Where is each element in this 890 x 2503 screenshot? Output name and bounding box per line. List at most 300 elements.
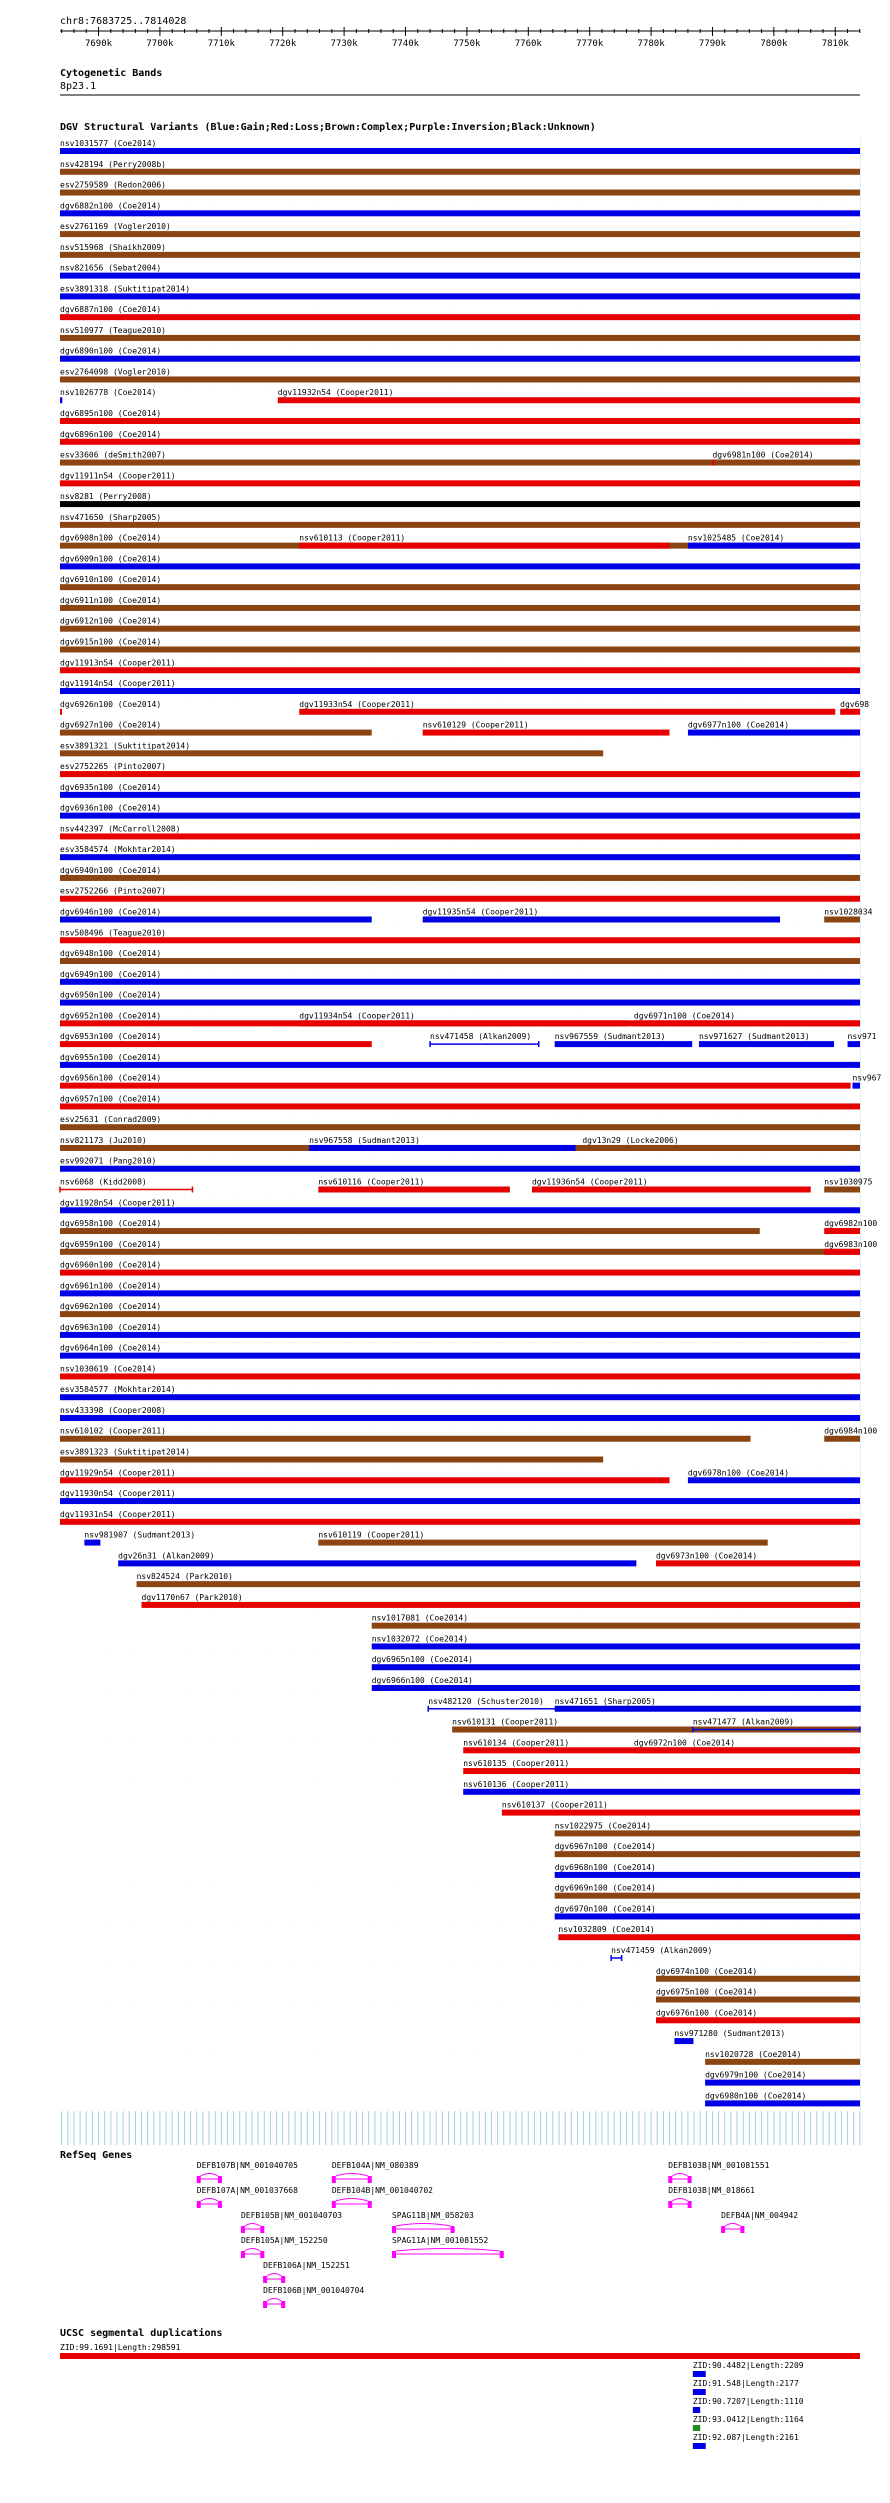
dgv-feature (60, 293, 860, 299)
dgv-feature-label: nsv610119 (Cooper2011) (318, 1530, 425, 1540)
dgv-feature (372, 1664, 860, 1670)
dgv-feature-label: dgv6927n100 (Coe2014) (60, 720, 162, 730)
dgv-feature (852, 1083, 860, 1089)
segdup-track-title: UCSC segmental duplications (60, 2328, 223, 2339)
dgv-feature (824, 916, 860, 922)
dgv-feature-label: dgv6962n100 (Coe2014) (60, 1302, 162, 1312)
dgv-feature-label: esv2764098 (Vogler2010) (60, 367, 171, 377)
dgv-feature (582, 1145, 860, 1151)
gene-exon (281, 2276, 285, 2283)
dgv-feature-label: nsv433398 (Cooper2008) (60, 1405, 166, 1415)
dgv-feature (60, 480, 860, 486)
dgv-feature (634, 1020, 860, 1026)
dgv-feature (60, 1373, 860, 1379)
dgv-feature-label: esv3891318 (Suktitipat2014) (60, 284, 191, 294)
gene-splice (201, 2174, 218, 2177)
gene-exon (668, 2201, 672, 2208)
segdup-label: ZID:90.4482|Length:2209 (692, 2361, 804, 2370)
ruler-label: 7790k (698, 39, 727, 49)
dgv-feature-label: dgv11928n54 (Cooper2011) (60, 1198, 176, 1208)
segdup-feature (693, 2407, 700, 2413)
dgv-feature-label: nsv1026778 (Coe2014) (60, 388, 157, 398)
dgv-feature-label: nsv471459 (Alkan2009) (611, 1945, 713, 1955)
ruler-label: 7690k (84, 39, 113, 49)
dgv-feature (60, 1519, 860, 1525)
dgv-feature (60, 563, 860, 569)
dgv-feature-label: nsv610129 (Cooper2011) (422, 720, 529, 730)
dgv-feature-label: nsv967558 (Sudmant2013) (309, 1135, 420, 1145)
gene-exon (368, 2176, 372, 2183)
gene-exon (688, 2176, 692, 2183)
dgv-feature (60, 896, 860, 902)
dgv-feature (60, 335, 860, 341)
dgv-feature-label: dgv6909n100 (Coe2014) (60, 554, 162, 564)
dgv-feature-label: dgv6935n100 (Coe2014) (60, 782, 162, 792)
dgv-feature-label: dgv6895n100 (Coe2014) (60, 409, 162, 419)
dgv-feature-label: nsv471650 (Sharp2005) (60, 512, 162, 522)
dgv-feature-label: nsv471651 (Sharp2005) (554, 1696, 656, 1706)
dgv-feature-label: dgv6910n100 (Coe2014) (60, 575, 162, 585)
dgv-feature (60, 792, 860, 798)
gene-exon (451, 2226, 455, 2233)
dgv-feature (372, 1643, 860, 1649)
dgv-feature-label: nsv967559 (Sudmant2013) (554, 1032, 666, 1042)
dgv-feature-label: dgv6973n100 (Coe2014) (655, 1551, 758, 1561)
dgv-feature (60, 439, 860, 445)
dgv-feature-label: nsv610135 (Cooper2011) (463, 1759, 570, 1769)
dgv-feature (372, 1685, 860, 1691)
dgv-feature-label: dgv11933n54 (Cooper2011) (299, 699, 415, 709)
dgv-feature-label: nsv610113 (Cooper2011) (299, 533, 406, 543)
dgv-feature-label: dgv26n31 (Alkan2009) (118, 1551, 215, 1561)
dgv-feature-label: nsv442397 (McCarroll2008) (60, 824, 181, 834)
segdup-label: ZID:99.1691|Length:298591 (60, 2343, 181, 2352)
dgv-feature-label: nsv1022975 (Coe2014) (554, 1821, 652, 1831)
dgv-feature (60, 210, 860, 216)
gene-label: DEFB107A|NM_001037668 (196, 2186, 298, 2195)
dgv-feature-label: dgv6979n100 (Coe2014) (705, 2070, 807, 2080)
dgv-feature-label: dgv6972n100 (Coe2014) (633, 1738, 736, 1748)
dgv-feature-label: dgv6890n100 (Coe2014) (60, 346, 162, 356)
dgv-feature (60, 958, 860, 964)
dgv-feature (60, 667, 860, 673)
gene-exon (263, 2276, 267, 2283)
dgv-feature (688, 543, 860, 549)
gene-label: DEFB103B|NM_018661 (668, 2186, 755, 2195)
dgv-feature (558, 1934, 860, 1940)
dgv-feature (688, 1477, 860, 1483)
dgv-feature-label: dgv6953n100 (Coe2014) (60, 1032, 162, 1042)
dgv-feature (60, 626, 860, 632)
dgv-feature (60, 1103, 860, 1109)
dgv-feature-label: esv992071 (Pang2010) (60, 1156, 157, 1166)
gene-label: SPAG11B|NM_058203 (391, 2211, 474, 2220)
dgv-feature (555, 1041, 693, 1047)
dgv-feature-label: dgv6912n100 (Coe2014) (60, 616, 162, 626)
dgv-feature-label: nsv967 (852, 1073, 882, 1083)
dgv-feature (278, 397, 860, 403)
dgv-feature (555, 1872, 860, 1878)
dgv-feature (60, 314, 860, 320)
dgv-feature (463, 1789, 860, 1795)
dgv-feature (60, 1498, 860, 1504)
dgv-feature-label: dgv6976n100 (Coe2014) (655, 2008, 758, 2018)
dgv-feature (142, 1602, 860, 1608)
dgv-feature-label: dgv6946n100 (Coe2014) (60, 907, 162, 917)
dgv-feature (60, 169, 860, 175)
dgv-feature-label: esv25631 (Conrad2009) (60, 1115, 162, 1125)
dgv-feature-label: nsv610134 (Cooper2011) (463, 1738, 570, 1748)
gene-exon (197, 2201, 201, 2208)
ruler-label: 7720k (269, 39, 297, 49)
dgv-feature-label: esv2761169 (Vogler2010) (60, 222, 171, 232)
dgv-feature (555, 1913, 860, 1919)
gene-label: DEFB105B|NM_001040703 (240, 2211, 343, 2220)
dgv-feature-label: nsv610136 (Cooper2011) (463, 1779, 570, 1789)
dgv-feature (318, 1540, 767, 1546)
ruler-label: 7700k (146, 39, 174, 49)
dgv-feature-label: dgv6896n100 (Coe2014) (60, 429, 162, 439)
dgv-feature (60, 1083, 851, 1089)
dgv-feature-label: dgv11936n54 (Cooper2011) (531, 1177, 648, 1187)
dgv-feature (60, 1124, 860, 1130)
ruler-label: 7810k (821, 39, 849, 49)
dgv-feature-label: nsv610131 (Cooper2011) (452, 1717, 559, 1727)
gene-label: DEFB4A|NM_004942 (721, 2211, 799, 2220)
dgv-feature-label: nsv1028034 (824, 907, 873, 917)
dgv-feature-label: nsv1025485 (Coe2014) (687, 533, 785, 543)
dgv-feature (60, 709, 62, 715)
dgv-feature (60, 854, 860, 860)
gene-exon (368, 2201, 372, 2208)
dgv-feature-label: dgv6915n100 (Coe2014) (60, 637, 162, 647)
dgv-feature-label: dgv6958n100 (Coe2014) (60, 1219, 162, 1229)
dgv-feature-label: dgv6966n100 (Coe2014) (371, 1675, 473, 1685)
dgv-feature-label: dgv6948n100 (Coe2014) (60, 949, 162, 959)
dgv-feature (60, 750, 603, 756)
dgv-feature (60, 1353, 860, 1359)
dgv-feature (848, 1041, 860, 1047)
dgv-feature (60, 937, 860, 943)
dgv-feature (555, 1706, 860, 1712)
refseq-track-title: RefSeq Genes (60, 2150, 133, 2161)
cytoband-title: Cytogenetic Bands (60, 68, 163, 79)
dgv-feature (118, 1560, 636, 1566)
dgv-feature-label: nsv428194 (Perry2008b) (60, 159, 166, 169)
dgv-feature (674, 2038, 693, 2044)
dgv-feature-label: esv3584577 (Mokhtar2014) (60, 1385, 176, 1395)
dgv-feature (502, 1810, 860, 1816)
dgv-feature-label: dgv11913n54 (Cooper2011) (60, 658, 176, 668)
dgv-feature (555, 1830, 860, 1836)
dgv-feature (60, 252, 860, 258)
dgv-feature-label: nsv971280 (Sudmant2013) (674, 2029, 786, 2039)
dgv-feature-label: nsv821173 (Ju2010) (60, 1135, 147, 1145)
gene-splice (267, 2299, 281, 2302)
gene-splice (396, 2224, 451, 2227)
dgv-feature-label: dgv6975n100 (Coe2014) (655, 1987, 758, 1997)
dgv-feature-label: dgv6940n100 (Coe2014) (60, 865, 162, 875)
dgv-feature-label: dgv6964n100 (Coe2014) (60, 1343, 162, 1353)
dgv-feature (60, 522, 860, 528)
dgv-feature (60, 1457, 603, 1463)
dgv-feature (824, 1187, 860, 1193)
dgv-feature-label: nsv1020728 (Coe2014) (705, 2049, 802, 2059)
dgv-feature-label: nsv610116 (Cooper2011) (318, 1177, 425, 1187)
dgv-feature (299, 709, 835, 715)
segdup-label: ZID:91.548|Length:2177 (692, 2379, 799, 2388)
dgv-feature-label: dgv11931n54 (Cooper2011) (60, 1509, 176, 1519)
dgv-feature-label: dgv6949n100 (Coe2014) (60, 969, 162, 979)
dgv-feature-label: nsv981907 (Sudmant2013) (84, 1530, 196, 1540)
gene-label: DEFB104A|NM_080389 (331, 2161, 419, 2170)
gene-exon (721, 2226, 725, 2233)
dgv-feature-label: dgv6926n100 (Coe2014) (60, 699, 162, 709)
dgv-feature (60, 501, 860, 507)
ruler-label: 7740k (391, 39, 420, 49)
dgv-feature (60, 1000, 860, 1006)
dgv-feature (60, 771, 860, 777)
gene-label: SPAG11A|NM_001081552 (391, 2236, 489, 2245)
ruler-label: 7800k (760, 39, 788, 49)
dgv-feature-label: dgv6967n100 (Coe2014) (554, 1842, 656, 1852)
dgv-feature-label: dgv6980n100 (Coe2014) (705, 2091, 807, 2101)
dgv-feature (463, 1768, 860, 1774)
dgv-feature (60, 1415, 860, 1421)
dgv-feature-label: nsv1031577 (Coe2014) (60, 139, 157, 148)
dgv-row-bg (60, 1945, 860, 1966)
dgv-feature-label: esv2752266 (Pinto2007) (60, 886, 166, 896)
gene-label: DEFB106A|NM_152251 (263, 2261, 350, 2270)
dgv-feature-label: dgv698 (840, 699, 870, 709)
dgv-feature (60, 376, 860, 382)
dgv-feature-label: dgv6961n100 (Coe2014) (60, 1281, 162, 1291)
dgv-feature-label: dgv6968n100 (Coe2014) (554, 1862, 656, 1872)
dgv-feature (137, 1581, 860, 1587)
dgv-feature (372, 1623, 860, 1629)
dgv-feature (634, 1747, 860, 1753)
gene-label: DEFB103B|NM_001081551 (668, 2161, 770, 2170)
dgv-feature-label: dgv6977n100 (Coe2014) (687, 720, 790, 730)
dgv-feature-label: esv3584574 (Mokhtar2014) (60, 845, 176, 855)
segdup-feature (60, 2353, 860, 2359)
gene-splice (245, 2249, 260, 2252)
dgv-track-title: DGV Structural Variants (Blue:Gain;Red:Loss;Brown:Complex;Purple:Inversion;Black:Unknown) (60, 122, 596, 133)
gene-exon (668, 2176, 672, 2183)
position-label: chr8:7683725..7814028 (60, 16, 187, 27)
dgv-feature-label: dgv6959n100 (Coe2014) (60, 1239, 162, 1249)
dgv-feature-label: dgv6960n100 (Coe2014) (60, 1260, 162, 1270)
cytoband-label: 8p23.1 (60, 81, 97, 92)
dgv-feature-label: nsv1030619 (Coe2014) (60, 1364, 157, 1374)
dgv-feature (60, 1332, 860, 1338)
gene-label: DEFB107B|NM_001040705 (196, 2161, 298, 2170)
dgv-track (60, 138, 882, 2111)
dgv-feature (532, 1187, 811, 1193)
dgv-feature (299, 1020, 626, 1026)
dgv-feature-label: dgv6957n100 (Coe2014) (60, 1094, 162, 1104)
segdup-feature (693, 2371, 706, 2377)
dgv-feature-label: dgv1170n67 (Park2010) (141, 1592, 243, 1602)
gene-exon (332, 2201, 336, 2208)
dgv-feature-label: dgv6950n100 (Coe2014) (60, 990, 162, 1000)
dgv-feature-label: nsv971 (847, 1032, 877, 1042)
dgv-feature-label: esv3891323 (Suktitipat2014) (60, 1447, 191, 1457)
dgv-feature-label: nsv610137 (Cooper2011) (501, 1800, 608, 1810)
dgv-feature (60, 1228, 760, 1234)
ruler-label: 7710k (207, 39, 235, 49)
dgv-feature-label: dgv6983n100 (824, 1239, 878, 1249)
dgv-feature-label: esv2759589 (Redon2006) (60, 180, 166, 190)
ruler-label: 7780k (637, 39, 665, 49)
gene-exon (218, 2176, 222, 2183)
dgv-feature (60, 190, 860, 196)
dgv-feature-label: nsv515968 (Shaikh2009) (60, 242, 166, 252)
dgv-feature-label: nsv471477 (Alkan2009) (692, 1717, 794, 1727)
dgv-feature-label: dgv13n29 (Locke2006) (582, 1135, 679, 1145)
gene-splice (336, 2199, 368, 2202)
dgv-feature (60, 1041, 372, 1047)
dgv-feature-label: nsv1032072 (Coe2014) (371, 1634, 469, 1644)
dgv-feature (60, 1249, 860, 1255)
dgv-feature-label: dgv11930n54 (Cooper2011) (60, 1489, 176, 1499)
dgv-feature (60, 605, 860, 611)
dgv-feature-label: esv3891321 (Suktitipat2014) (60, 741, 191, 751)
dgv-feature (824, 1249, 860, 1255)
dgv-feature-label: nsv824524 (Park2010) (136, 1572, 233, 1582)
dgv-feature (555, 1893, 860, 1899)
dgv-feature-label: nsv8281 (Perry2008) (60, 492, 152, 502)
dgv-feature-label: dgv6955n100 (Coe2014) (60, 1052, 162, 1062)
gene-exon (332, 2176, 336, 2183)
gene-exon (688, 2201, 692, 2208)
dgv-feature (705, 2100, 860, 2106)
dgv-feature (60, 1062, 860, 1068)
dgv-feature-label: dgv6982n100 (824, 1219, 878, 1229)
segdup-label: ZID:90.7207|Length:1110 (692, 2397, 804, 2406)
dgv-feature (60, 231, 860, 237)
dgv-feature (840, 709, 860, 715)
dgv-feature (60, 1290, 860, 1296)
segdup-label: ZID:92.087|Length:2161 (692, 2433, 799, 2442)
dgv-feature (705, 2059, 860, 2065)
dgv-feature-label: nsv1030975 (824, 1177, 873, 1187)
dgv-feature (60, 460, 860, 466)
dgv-feature (423, 730, 670, 736)
dgv-feature (60, 1166, 860, 1172)
gene-label: DEFB106B|NM_001040704 (263, 2286, 365, 2295)
ruler-label: 7750k (453, 39, 481, 49)
dgv-feature-label: nsv482120 (Schuster2010) (428, 1696, 544, 1706)
gene-exon (241, 2251, 245, 2258)
dgv-feature (309, 1145, 575, 1151)
gene-exon (740, 2226, 744, 2233)
gene-splice (672, 2174, 687, 2177)
dgv-feature (423, 916, 780, 922)
dgv-feature-label: dgv6981n100 (Coe2014) (712, 450, 814, 460)
dgv-feature (60, 584, 860, 590)
dgv-feature (656, 2017, 860, 2023)
dgv-feature (60, 730, 372, 736)
dgv-feature-label: dgv11934n54 (Cooper2011) (299, 1011, 415, 1021)
dgv-feature (60, 1477, 670, 1483)
dgv-feature (712, 460, 714, 466)
gene-exon (260, 2251, 264, 2258)
dgv-feature (299, 543, 669, 549)
dgv-feature (60, 813, 860, 819)
gene-exon (392, 2226, 396, 2233)
segdup-feature (693, 2389, 706, 2395)
dgv-feature (84, 1540, 100, 1546)
dgv-feature (60, 688, 860, 694)
gene-label: DEFB105A|NM_152250 (240, 2236, 328, 2245)
ruler (62, 27, 860, 49)
dgv-feature (656, 1976, 860, 1982)
gene-splice (672, 2199, 687, 2202)
dgv-feature-label: dgv6936n100 (Coe2014) (60, 803, 162, 813)
dgv-feature-label: dgv11935n54 (Cooper2011) (422, 907, 539, 917)
dgv-feature-label: dgv6908n100 (Coe2014) (60, 533, 162, 543)
dgv-feature-label: nsv971627 (Sudmant2013) (698, 1032, 810, 1042)
dgv-feature (60, 1311, 860, 1317)
dgv-feature-label: nsv821656 (Sebat2004) (60, 263, 162, 273)
dgv-feature-label: dgv6963n100 (Coe2014) (60, 1322, 162, 1332)
dgv-feature-label: dgv6887n100 (Coe2014) (60, 305, 162, 315)
gene-splice (396, 2249, 500, 2252)
gene-exon (500, 2251, 504, 2258)
dgv-feature (824, 1436, 860, 1442)
dgv-feature-label: nsv1017081 (Coe2014) (371, 1613, 469, 1623)
gene-splice (725, 2224, 740, 2227)
gene-exon (260, 2226, 264, 2233)
dgv-feature-label: dgv11932n54 (Cooper2011) (277, 388, 394, 398)
dgv-feature-label: dgv6978n100 (Coe2014) (687, 1468, 790, 1478)
dgv-feature (60, 875, 860, 881)
gene-splice (267, 2274, 281, 2277)
dgv-feature (60, 148, 860, 154)
dgv-feature (60, 1394, 860, 1400)
dgv-feature-label: dgv6970n100 (Coe2014) (554, 1904, 656, 1914)
dgv-feature (60, 1436, 751, 1442)
dgv-feature-label: dgv6984n100 (824, 1426, 878, 1436)
dgv-feature-label: nsv508496 (Teague2010) (60, 928, 166, 938)
dgv-feature (699, 1041, 834, 1047)
dgv-feature-label: dgv11929n54 (Cooper2011) (60, 1468, 176, 1478)
gene-splice (336, 2174, 368, 2177)
gene-exon (263, 2301, 267, 2308)
dgv-feature-label: nsv1032809 (Coe2014) (558, 1925, 655, 1935)
dgv-feature-label: dgv11911n54 (Cooper2011) (60, 471, 176, 481)
ruler-label: 7730k (330, 39, 358, 49)
gene-exon (197, 2176, 201, 2183)
dgv-feature (60, 916, 372, 922)
segdup-feature (693, 2425, 700, 2431)
gene-splice (201, 2199, 218, 2202)
dgv-feature-label: dgv6965n100 (Coe2014) (371, 1655, 473, 1665)
dgv-feature (60, 356, 860, 362)
dgv-feature (688, 730, 860, 736)
dgv-feature-label: esv33606 (deSmith2007) (60, 450, 166, 460)
dgv-feature (656, 1560, 860, 1566)
dgv-feature-label: dgv6882n100 (Coe2014) (60, 201, 162, 211)
dgv-feature-label: dgv6974n100 (Coe2014) (655, 1966, 758, 1976)
segdup-feature (693, 2443, 706, 2449)
dgv-feature-label: nsv510977 (Teague2010) (60, 325, 166, 335)
gene-label: DEFB104B|NM_001040702 (331, 2186, 433, 2195)
ruler-label: 7760k (514, 39, 542, 49)
gene-exon (281, 2301, 285, 2308)
dgv-feature (555, 1851, 860, 1857)
